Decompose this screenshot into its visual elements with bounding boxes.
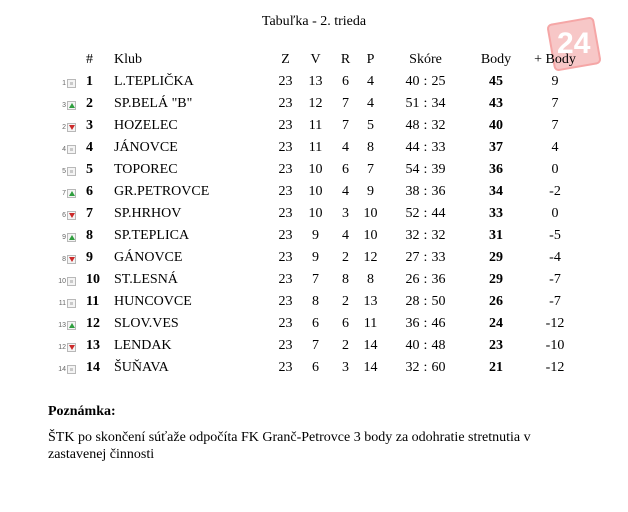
plus-points-cell: -7 <box>549 272 561 287</box>
no-change-icon <box>70 170 73 173</box>
goals-against: 25 <box>431 74 446 89</box>
score-cell: 44 : 33 <box>383 137 468 159</box>
position-cell: 2 <box>86 96 93 111</box>
goals-against: 50 <box>431 294 446 309</box>
table-row <box>58 291 586 313</box>
draws-cell: 7 <box>342 96 349 111</box>
goals-against: 36 <box>431 184 446 199</box>
score-cell: 40 : 48 <box>383 335 468 357</box>
position-cell: 9 <box>86 250 93 265</box>
note-title: Poznámka: <box>48 404 116 419</box>
trend-icon <box>67 211 76 220</box>
played-cell: 23 <box>278 250 293 265</box>
position-cell: 8 <box>86 228 93 243</box>
goals-against: 33 <box>431 250 446 265</box>
draws-cell: 2 <box>342 250 349 265</box>
table-header-row <box>58 49 586 71</box>
trend-cell <box>58 181 86 203</box>
note-text: ŠTK po skončení súťaže odpočíta FK Granč-Petrovce 3 body za odohratie stretnutia v zastavenej činnosti <box>48 430 531 462</box>
table-row <box>58 181 586 203</box>
plus-points-cell: -4 <box>549 250 561 265</box>
position-cell: 12 <box>86 316 100 331</box>
trend-cell <box>58 225 86 247</box>
plus-points-cell: 0 <box>551 162 559 177</box>
draws-cell: 8 <box>342 272 349 287</box>
no-change-icon <box>70 368 73 371</box>
score-cell: 48 : 32 <box>383 115 468 137</box>
previous-position: 8 <box>62 256 66 263</box>
trend-indicator <box>58 79 76 88</box>
points-cell: 21 <box>489 360 503 375</box>
plus-points-cell: 4 <box>551 140 559 155</box>
header-trend <box>58 49 86 71</box>
wins-cell: 10 <box>308 206 323 221</box>
played-cell: 23 <box>278 316 293 331</box>
club-name: HUNCOVCE <box>114 294 192 309</box>
goals-against: 32 <box>431 228 446 243</box>
trend-icon <box>67 365 76 374</box>
draws-cell: 4 <box>342 184 349 199</box>
draws-cell: 3 <box>342 206 349 221</box>
club-name: L.TEPLIČKA <box>114 74 194 89</box>
trend-icon <box>67 79 76 88</box>
points-cell: 37 <box>489 140 503 155</box>
position-cell: 1 <box>86 74 93 89</box>
trend-indicator <box>58 321 76 330</box>
table-row <box>58 115 586 137</box>
goals-against: 34 <box>431 96 446 111</box>
played-cell: 23 <box>278 184 293 199</box>
trend-icon <box>67 123 76 132</box>
wins-cell: 10 <box>308 162 323 177</box>
arrow-up-icon <box>69 191 75 196</box>
club-name: GR.PETROVCE <box>114 184 210 199</box>
score-cell: 32 : 32 <box>383 225 468 247</box>
position-cell: 3 <box>86 118 93 133</box>
losses-cell: 9 <box>367 184 374 199</box>
club-name: SP.BELÁ "B" <box>114 96 193 111</box>
played-cell: 23 <box>278 272 293 287</box>
score-cell: 27 : 33 <box>383 247 468 269</box>
draws-cell: 6 <box>342 74 349 89</box>
previous-position: 3 <box>62 102 66 109</box>
club-name: TOPOREC <box>114 162 178 177</box>
wins-cell: 7 <box>312 338 319 353</box>
goals-against: 44 <box>431 206 446 221</box>
points-cell: 24 <box>489 316 503 331</box>
position-cell: 7 <box>86 206 93 221</box>
plus-points-cell: 7 <box>551 96 559 111</box>
trend-indicator <box>58 145 76 154</box>
header-club: Klub <box>114 52 142 67</box>
header-points: Body <box>480 52 512 67</box>
wins-cell: 11 <box>308 140 323 155</box>
previous-position: 11 <box>58 300 66 307</box>
table-row <box>58 71 586 93</box>
trend-cell <box>58 159 86 181</box>
trend-indicator <box>58 365 76 374</box>
club-name: LENDAK <box>114 338 172 353</box>
trend-indicator <box>58 277 76 286</box>
position-cell: 4 <box>86 140 93 155</box>
points-cell: 45 <box>489 74 503 89</box>
no-change-icon <box>70 82 73 85</box>
losses-cell: 11 <box>363 316 378 331</box>
header-draws: R <box>340 52 351 67</box>
arrow-down-icon <box>69 345 75 350</box>
goals-for: 28 <box>405 294 420 309</box>
trend-cell <box>58 137 86 159</box>
wins-cell: 6 <box>312 316 319 331</box>
goals-for: 32 <box>405 360 420 375</box>
arrow-up-icon <box>69 103 75 108</box>
points-cell: 26 <box>489 294 503 309</box>
previous-position: 1 <box>62 80 66 87</box>
draws-cell: 4 <box>342 228 349 243</box>
goals-against: 36 <box>431 272 446 287</box>
wins-cell: 11 <box>308 118 323 133</box>
header-wins: V <box>310 52 321 67</box>
goals-for: 26 <box>405 272 420 287</box>
table-row <box>58 357 586 379</box>
previous-position: 13 <box>58 322 66 329</box>
wins-cell: 13 <box>308 74 323 89</box>
points-cell: 23 <box>489 338 503 353</box>
club-name: GÁNOVCE <box>114 250 183 265</box>
club-name: ŠUŇAVA <box>114 360 169 375</box>
played-cell: 23 <box>278 294 293 309</box>
score-cell: 38 : 36 <box>383 181 468 203</box>
losses-cell: 14 <box>363 338 378 353</box>
table-row <box>58 203 586 225</box>
draws-cell: 4 <box>342 140 349 155</box>
trend-icon <box>67 145 76 154</box>
goals-for: 32 <box>405 228 420 243</box>
no-change-icon <box>70 148 73 151</box>
page-title: Tabuľka - 2. trieda <box>261 14 367 29</box>
goals-for: 54 <box>405 162 420 177</box>
plus-points-cell: -12 <box>545 316 565 331</box>
trend-cell <box>58 93 86 115</box>
goals-against: 32 <box>431 118 446 133</box>
losses-cell: 8 <box>367 140 374 155</box>
plus-points-cell: 9 <box>551 74 559 89</box>
played-cell: 23 <box>278 140 293 155</box>
score-cell: 32 : 60 <box>383 357 468 379</box>
trend-icon <box>67 167 76 176</box>
trend-cell <box>58 313 86 335</box>
trend-icon <box>67 101 76 110</box>
trend-icon <box>67 233 76 242</box>
club-name: SP.TEPLICA <box>114 228 190 243</box>
score-cell: 28 : 50 <box>383 291 468 313</box>
points-cell: 31 <box>489 228 503 243</box>
goals-for: 40 <box>405 74 420 89</box>
trend-cell <box>58 357 86 379</box>
previous-position: 4 <box>62 146 66 153</box>
header-plus-points: + Body <box>534 52 576 67</box>
losses-cell: 4 <box>367 74 374 89</box>
arrow-down-icon <box>69 125 75 130</box>
plus-points-cell: 0 <box>551 206 559 221</box>
trend-icon <box>67 255 76 264</box>
table-row <box>58 313 586 335</box>
played-cell: 23 <box>278 206 293 221</box>
previous-position: 10 <box>58 278 66 285</box>
previous-position: 7 <box>62 190 66 197</box>
plus-points-cell: -2 <box>549 184 561 199</box>
trend-indicator <box>58 343 76 352</box>
played-cell: 23 <box>278 118 293 133</box>
no-change-icon <box>70 302 73 305</box>
points-cell: 33 <box>489 206 503 221</box>
trend-indicator <box>58 189 76 198</box>
goals-for: 40 <box>405 338 420 353</box>
goals-for: 52 <box>405 206 420 221</box>
trend-icon <box>67 189 76 198</box>
trend-indicator <box>58 255 76 264</box>
points-cell: 34 <box>489 184 503 199</box>
score-cell: 51 : 34 <box>383 93 468 115</box>
goals-against: 60 <box>431 360 446 375</box>
table-row <box>58 335 586 357</box>
goals-for: 27 <box>405 250 420 265</box>
standings-table <box>58 49 586 379</box>
goals-for: 38 <box>405 184 420 199</box>
goals-against: 33 <box>431 140 446 155</box>
previous-position: 2 <box>62 124 66 131</box>
losses-cell: 10 <box>363 228 378 243</box>
goals-against: 48 <box>431 338 446 353</box>
position-cell: 6 <box>86 184 93 199</box>
wins-cell: 12 <box>308 96 323 111</box>
trend-indicator <box>58 123 76 132</box>
losses-cell: 7 <box>367 162 374 177</box>
trend-indicator <box>58 101 76 110</box>
table-row <box>58 159 586 181</box>
goals-for: 36 <box>405 316 420 331</box>
header-played: Z <box>281 52 290 67</box>
logo-text: 24 <box>557 27 591 60</box>
trend-icon <box>67 343 76 352</box>
trend-cell <box>58 269 86 291</box>
points-cell: 43 <box>489 96 503 111</box>
trend-icon <box>67 277 76 286</box>
plus-points-cell: -10 <box>545 338 565 353</box>
trend-cell <box>58 71 86 93</box>
score-cell: 54 : 39 <box>383 159 468 181</box>
played-cell: 23 <box>278 228 293 243</box>
table-row <box>58 247 586 269</box>
trend-icon <box>67 299 76 308</box>
trend-indicator <box>58 211 76 220</box>
no-change-icon <box>70 280 73 283</box>
wins-cell: 7 <box>312 272 319 287</box>
position-cell: 5 <box>86 162 93 177</box>
points-cell: 36 <box>489 162 503 177</box>
draws-cell: 6 <box>342 316 349 331</box>
score-cell: 36 : 46 <box>383 313 468 335</box>
draws-cell: 2 <box>342 338 349 353</box>
arrow-up-icon <box>69 235 75 240</box>
trend-cell <box>58 115 86 137</box>
club-name: SLOV.VES <box>114 316 179 331</box>
played-cell: 23 <box>278 162 293 177</box>
losses-cell: 10 <box>363 206 378 221</box>
losses-cell: 14 <box>363 360 378 375</box>
position-cell: 11 <box>86 294 100 309</box>
trend-cell <box>58 203 86 225</box>
score-cell: 26 : 36 <box>383 269 468 291</box>
score-cell: 52 : 44 <box>383 203 468 225</box>
losses-cell: 13 <box>363 294 378 309</box>
points-cell: 29 <box>489 272 503 287</box>
header-losses: P <box>366 52 375 67</box>
wins-cell: 8 <box>312 294 319 309</box>
losses-cell: 12 <box>363 250 378 265</box>
losses-cell: 5 <box>367 118 374 133</box>
goals-against: 46 <box>431 316 446 331</box>
wins-cell: 9 <box>312 250 319 265</box>
losses-cell: 4 <box>367 96 374 111</box>
trend-indicator <box>58 299 76 308</box>
previous-position: 12 <box>58 344 66 351</box>
club-name: ST.LESNÁ <box>114 272 178 287</box>
table-row <box>58 93 586 115</box>
position-cell: 10 <box>86 272 100 287</box>
position-cell: 14 <box>86 360 100 375</box>
plus-points-cell: 7 <box>551 118 559 133</box>
points-cell: 29 <box>489 250 503 265</box>
trend-cell <box>58 291 86 313</box>
losses-cell: 8 <box>367 272 374 287</box>
played-cell: 23 <box>278 360 293 375</box>
draws-cell: 2 <box>342 294 349 309</box>
score-cell: 40 : 25 <box>383 71 468 93</box>
previous-position: 9 <box>62 234 66 241</box>
draws-cell: 6 <box>342 162 349 177</box>
points-cell: 40 <box>489 118 503 133</box>
plus-points-cell: -5 <box>549 228 561 243</box>
wins-cell: 6 <box>312 360 319 375</box>
header-score: Skóre <box>409 52 442 67</box>
wins-cell: 10 <box>308 184 323 199</box>
header-position: # <box>86 52 93 67</box>
played-cell: 23 <box>278 96 293 111</box>
goals-for: 48 <box>405 118 420 133</box>
trend-cell <box>58 247 86 269</box>
goals-for: 51 <box>405 96 420 111</box>
club-name: SP.HRHOV <box>114 206 182 221</box>
draws-cell: 7 <box>342 118 349 133</box>
previous-position: 5 <box>62 168 66 175</box>
table-row <box>58 225 586 247</box>
previous-position: 6 <box>62 212 66 219</box>
trend-icon <box>67 321 76 330</box>
goals-for: 44 <box>405 140 420 155</box>
arrow-down-icon <box>69 257 75 262</box>
wins-cell: 9 <box>312 228 319 243</box>
draws-cell: 3 <box>342 360 349 375</box>
club-name: JÁNOVCE <box>114 140 178 155</box>
plus-points-cell: -12 <box>545 360 565 375</box>
arrow-up-icon <box>69 323 75 328</box>
previous-position: 14 <box>58 366 66 373</box>
trend-cell <box>58 335 86 357</box>
club-name: HOZELEC <box>114 118 178 133</box>
goals-against: 39 <box>431 162 446 177</box>
trend-indicator <box>58 167 76 176</box>
played-cell: 23 <box>278 338 293 353</box>
table-row <box>58 137 586 159</box>
played-cell: 23 <box>278 74 293 89</box>
plus-points-cell: -7 <box>549 294 561 309</box>
trend-indicator <box>58 233 76 242</box>
table-row <box>58 269 586 291</box>
position-cell: 13 <box>86 338 100 353</box>
arrow-down-icon <box>69 213 75 218</box>
